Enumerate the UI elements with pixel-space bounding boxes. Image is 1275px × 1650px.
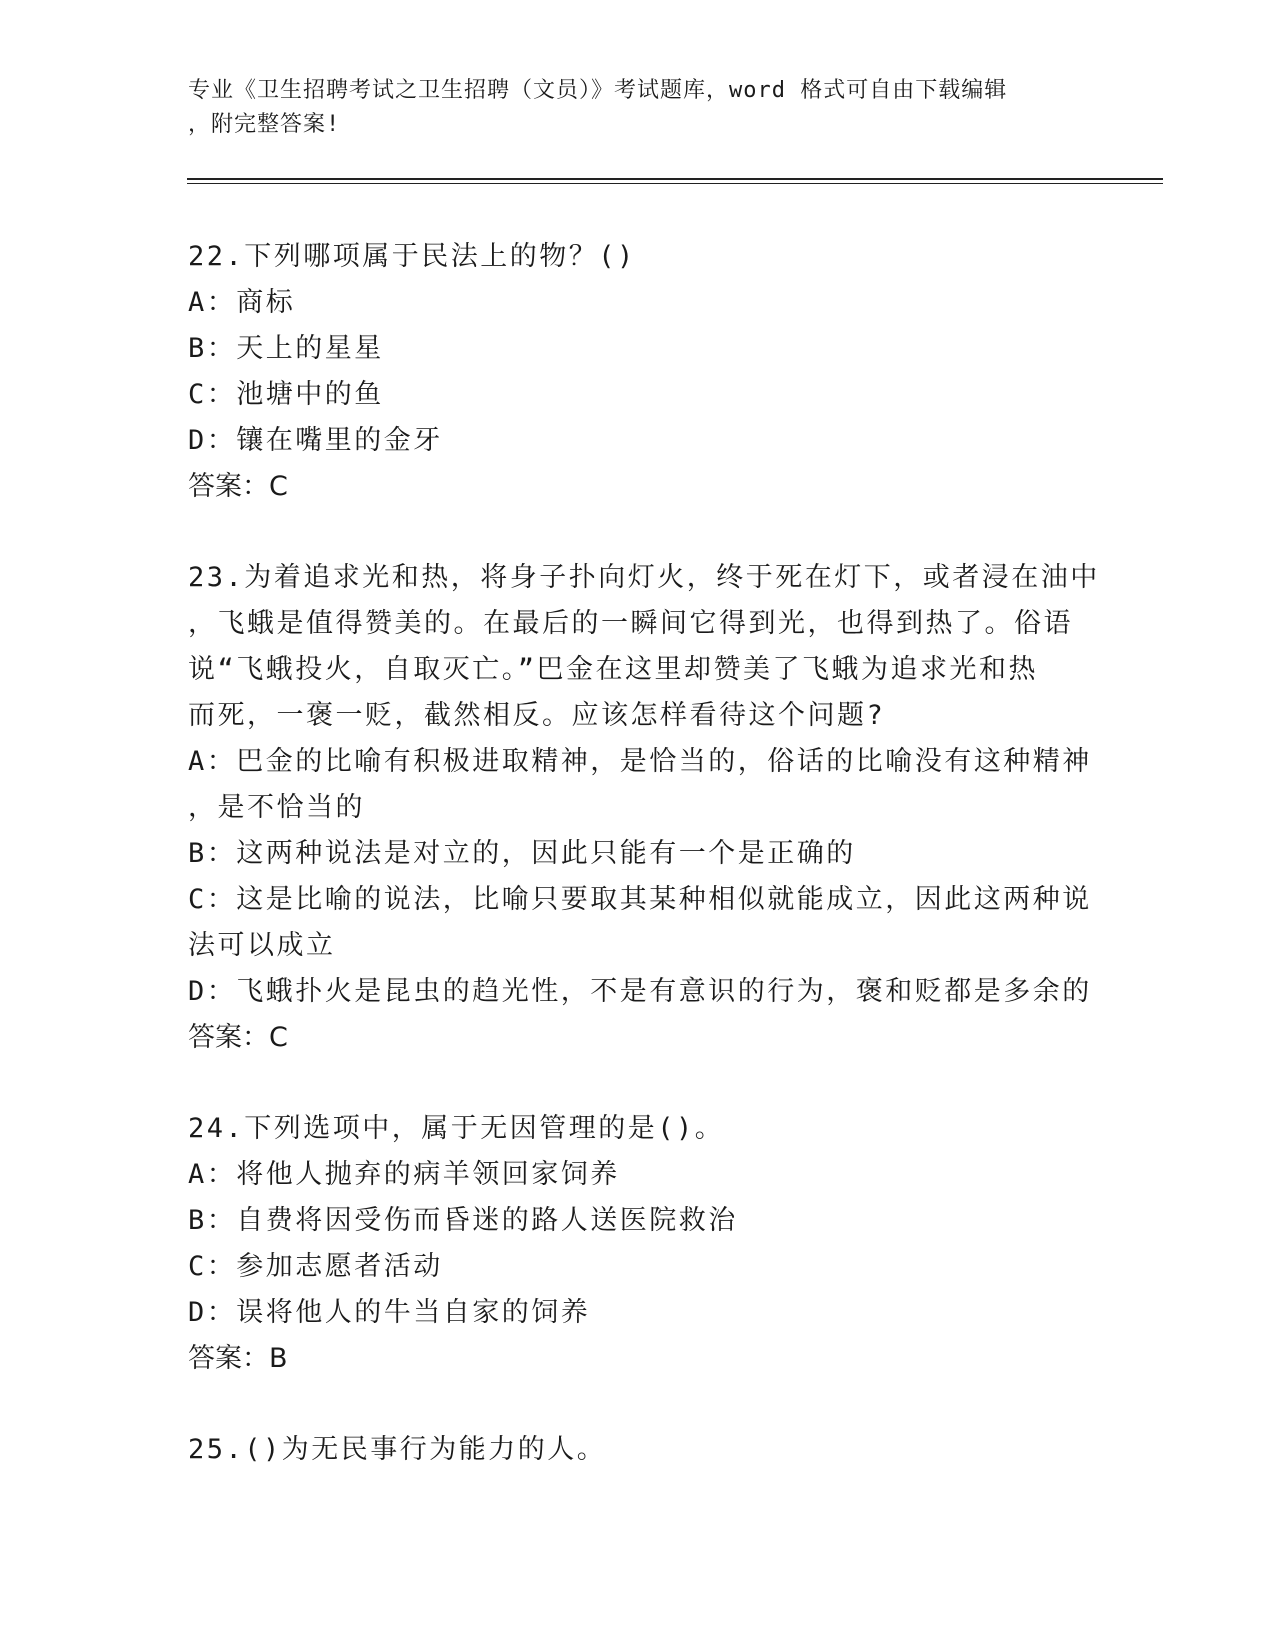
spacer (188, 1382, 1088, 1427)
question-stem: 24.下列选项中，属于无因管理的是()。 (188, 1113, 725, 1144)
option-d: D：误将他人的牛当自家的饲养 (188, 1297, 591, 1328)
option-c: C：这是比喻的说法，比喻只要取其某种相似就能成立，因此这两种说 (188, 884, 1092, 915)
question-stem: ，飞蛾是值得赞美的。在最后的一瞬间它得到光，也得到热了。俗语 (188, 608, 1073, 639)
answer-label: 答案：C (188, 1022, 288, 1053)
question-25 (188, 1427, 1088, 1473)
question-stem: 23.为着追求光和热，将身子扑向灯火，终于死在灯下，或者浸在油中 (188, 562, 1100, 593)
option-a: A：商标 (188, 287, 296, 318)
option-a: A：巴金的比喻有积极进取精神，是恰当的，俗话的比喻没有这种精神 (188, 746, 1092, 777)
option-d: D：镶在嘴里的金牙 (188, 425, 443, 456)
question-stem: 25.()为无民事行为能力的人。 (188, 1434, 607, 1465)
header-divider-thick (187, 178, 1163, 180)
option-a-continued: ，是不恰当的 (188, 792, 365, 823)
question-23 (188, 555, 1100, 1061)
question-stem: 说“飞蛾投火，自取灭亡。”巴金在这里却赞美了飞蛾为追求光和热 (188, 654, 1039, 685)
question-list (188, 234, 1100, 1473)
answer-label: 答案：B (188, 1343, 288, 1374)
header-line-1: 专业《卫生招聘考试之卫生招聘（文员）》考试题库，word 格式可自由下载编辑 (188, 78, 1008, 103)
option-a: A：将他人抛弃的病羊领回家饲养 (188, 1159, 620, 1190)
option-c: C：参加志愿者活动 (188, 1251, 443, 1282)
question-stem: 22.下列哪项属于民法上的物？() (188, 241, 636, 272)
document-header (188, 74, 1088, 142)
option-b: B：自费将因受伤而昏迷的路人送医院救治 (188, 1205, 738, 1236)
question-22 (188, 234, 1088, 510)
option-b: B：这两种说法是对立的，因此只能有一个是正确的 (188, 838, 856, 869)
header-divider-thin (187, 183, 1163, 184)
spacer (188, 1061, 1088, 1106)
answer-label: 答案：C (188, 471, 288, 502)
option-c-continued: 法可以成立 (188, 930, 336, 961)
question-stem: 而死，一褒一贬，截然相反。应该怎样看待这个问题? (188, 700, 886, 731)
question-24 (188, 1106, 1088, 1382)
spacer (188, 510, 1088, 555)
header-line-2: ，附完整答案! (188, 112, 341, 137)
option-b: B：天上的星星 (188, 333, 384, 364)
option-d: D：飞蛾扑火是昆虫的趋光性，不是有意识的行为，褒和贬都是多余的 (188, 976, 1092, 1007)
option-c: C：池塘中的鱼 (188, 379, 384, 410)
